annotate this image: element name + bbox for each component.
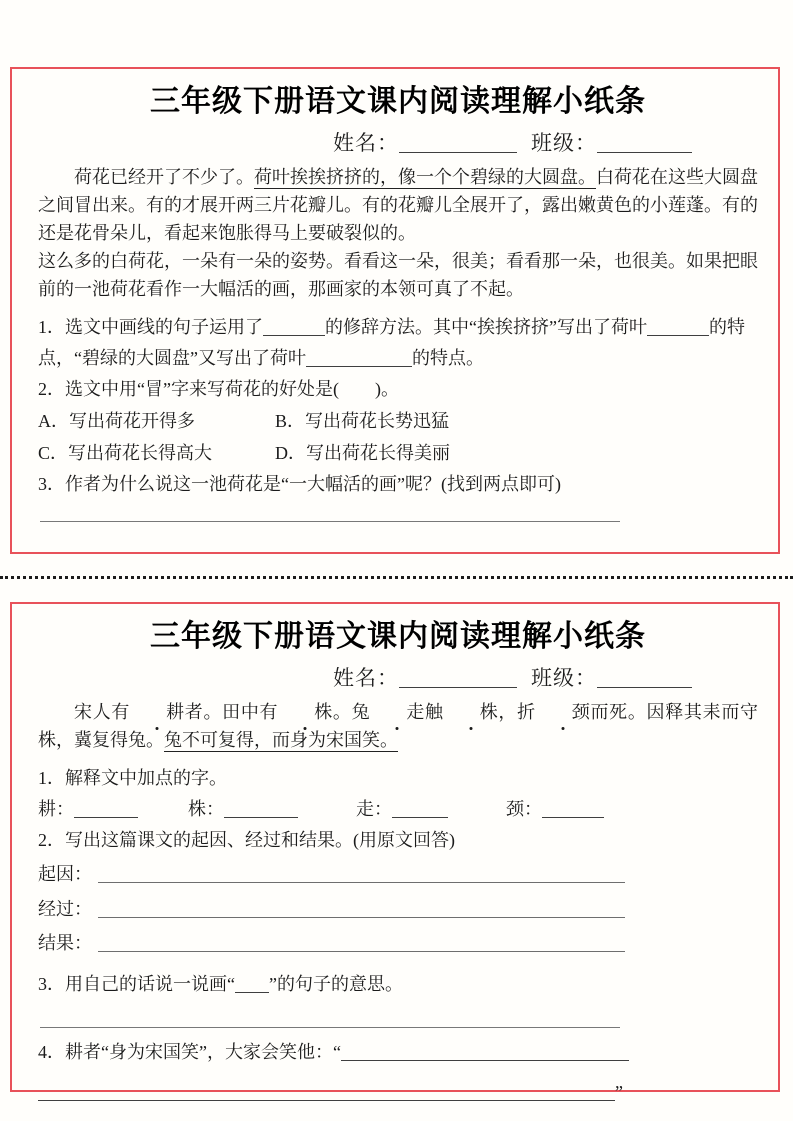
answer-blank bbox=[392, 814, 448, 818]
class-label: 班级： bbox=[531, 131, 597, 155]
labeled-answer-line bbox=[38, 893, 758, 926]
question-line bbox=[38, 763, 758, 794]
fill-label: 结果： bbox=[38, 933, 92, 953]
text-segment: 者。田中有 bbox=[184, 702, 279, 722]
dotted-cut-separator bbox=[0, 576, 793, 579]
answer-blank bbox=[98, 879, 625, 883]
name-label: 姓名： bbox=[333, 131, 399, 155]
answer-blank bbox=[224, 814, 298, 818]
class-blank bbox=[597, 149, 692, 153]
text-segment: ，折 bbox=[497, 702, 536, 722]
emphasized-char: 耕 bbox=[130, 698, 184, 726]
class-label: 班级： bbox=[531, 666, 597, 690]
text-segment: 这么多的白荷花，一朵有一朵的姿势。看看这一朵，很美；看看那一朵，也很美。如果把眼前的一池荷花看作一大幅活的画，那画家的本领可真了不起。 bbox=[38, 251, 758, 299]
text-segment: 2．写出这篇课文的起因、经过和结果。(用原文回答) bbox=[38, 830, 455, 850]
page-title: 三年级下册语文课内阅读理解小纸条 bbox=[150, 85, 646, 118]
name-class-row bbox=[333, 130, 758, 156]
student-name-blank bbox=[399, 684, 517, 688]
choice-option: B．写出荷花长势迅猛 bbox=[275, 411, 450, 431]
labeled-answer-line bbox=[38, 858, 758, 891]
choice-options-row bbox=[38, 406, 758, 437]
answer-blank bbox=[235, 989, 269, 993]
spacer bbox=[298, 814, 356, 815]
text-segment: 3．作者为什么说这一池荷花是“一大幅活的画”呢？(找到两点即可) bbox=[38, 474, 561, 494]
text-segment: 白荷花在这些大圆盘之间冒出来。有的才展开两三片花瓣儿。有的花瓣儿全展开了，露出嫩黄色的小莲蓬。有的还是花骨朵儿，看起来饱胀得马上要破裂似的。 bbox=[38, 167, 758, 243]
question-line bbox=[38, 469, 758, 500]
text-segment: 的特点。 bbox=[411, 348, 484, 368]
fill-label: 起因： bbox=[38, 864, 92, 884]
worksheet-card bbox=[10, 602, 780, 1102]
passage-paragraph bbox=[38, 698, 758, 754]
question-line bbox=[38, 1037, 758, 1068]
text-segment: 4．耕者“身为宋国笑”，大家会笑他：“ bbox=[38, 1041, 341, 1062]
text-segment: 而死。因释其耒而守株，冀复得兔。 bbox=[38, 702, 759, 750]
reading-passage bbox=[38, 698, 758, 754]
answer-blank bbox=[647, 332, 709, 336]
answer-blank bbox=[74, 814, 138, 818]
question-line bbox=[38, 794, 758, 825]
answer-line bbox=[40, 1027, 620, 1028]
text-segment: 耕： bbox=[38, 799, 74, 819]
passage-paragraph bbox=[38, 247, 758, 303]
text-segment: 宋人有 bbox=[74, 702, 131, 722]
text-segment: 2．选文中用“冒”字来写荷花的好处是( )。 bbox=[38, 379, 399, 399]
answer-blank bbox=[341, 1057, 629, 1061]
choice-option: A．写出荷花开得多 bbox=[38, 411, 195, 431]
underlined-text: 兔不可复得，而身为宋国笑。 bbox=[164, 730, 398, 750]
question-line bbox=[38, 374, 758, 405]
emphasized-char: 颈 bbox=[536, 698, 590, 726]
name-label: 姓名： bbox=[333, 666, 399, 690]
answer-blank bbox=[542, 814, 604, 818]
page-title: 三年级下册语文课内阅读理解小纸条 bbox=[150, 620, 646, 653]
questions-block bbox=[38, 312, 758, 522]
answer-blank bbox=[98, 914, 625, 918]
emphasized-char: 株 bbox=[278, 698, 332, 726]
text-segment: 1．解释文中加点的字。 bbox=[38, 768, 227, 788]
answer-blank bbox=[98, 948, 625, 952]
question-line bbox=[38, 969, 758, 1000]
text-segment: 的特点，“碧绿的大圆盘”又写出了荷叶 bbox=[38, 317, 745, 368]
card-content bbox=[12, 69, 778, 522]
text-segment: 的修辞方法。其中“挨挨挤挤”写出了荷叶 bbox=[325, 317, 647, 337]
passage-paragraph bbox=[38, 163, 758, 247]
choice-options-row bbox=[38, 438, 758, 469]
reading-passage bbox=[38, 163, 758, 303]
student-name-blank bbox=[399, 149, 517, 153]
worksheet-card bbox=[10, 67, 780, 554]
emphasized-char: 株 bbox=[444, 698, 498, 726]
text-segment: 触 bbox=[424, 702, 444, 722]
card-content bbox=[12, 604, 778, 1108]
emphasized-char: 走 bbox=[370, 698, 424, 726]
text-segment: 3．用自己的话说一说画“ bbox=[38, 973, 235, 994]
spacer bbox=[138, 814, 188, 815]
text-segment: 颈： bbox=[506, 799, 542, 819]
text-segment: 。兔 bbox=[332, 702, 371, 722]
underlined-text: 荷叶挨挨挤挤的，像一个个碧绿的大圆盘。 bbox=[254, 167, 596, 187]
fill-label: 经过： bbox=[38, 898, 92, 919]
labeled-answer-line bbox=[38, 927, 758, 960]
text-segment: 1．选文中画线的句子运用了 bbox=[38, 317, 263, 337]
questions-block bbox=[38, 763, 758, 1108]
spacer bbox=[448, 814, 506, 815]
answer-blank bbox=[38, 1097, 615, 1101]
answer-blank bbox=[306, 363, 412, 367]
question-line bbox=[38, 312, 758, 374]
text-segment: 走： bbox=[356, 799, 392, 819]
name-class-row bbox=[333, 665, 758, 691]
question-line bbox=[38, 1077, 758, 1108]
choice-option: C．写出荷花长得高大 bbox=[38, 443, 213, 463]
class-blank bbox=[597, 684, 692, 688]
text-segment: 株： bbox=[188, 799, 224, 819]
text-segment: ”的句子的意思。 bbox=[269, 973, 403, 994]
answer-line bbox=[40, 521, 620, 522]
text-segment: 荷花已经开了不少了。 bbox=[74, 167, 254, 187]
choice-option: D．写出荷花长得美丽 bbox=[275, 443, 450, 463]
question-line bbox=[38, 825, 758, 856]
answer-blank bbox=[263, 332, 325, 336]
text-segment: ” bbox=[615, 1081, 623, 1102]
